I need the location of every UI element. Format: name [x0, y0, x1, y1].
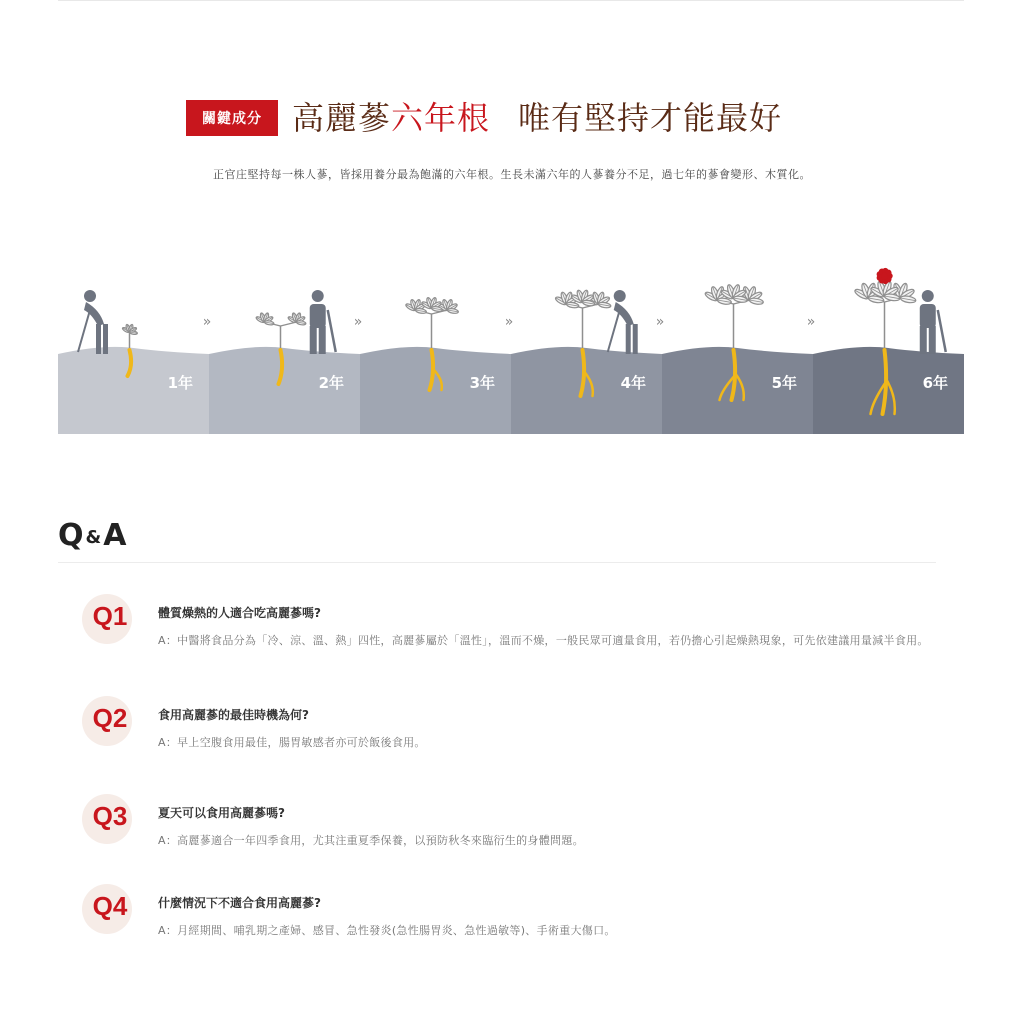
stage-panel — [58, 354, 210, 434]
growth-stage — [511, 289, 663, 434]
year-label: 4年 — [620, 374, 646, 392]
question-text: 什麼情況下不適合食用高麗蔘? — [158, 896, 321, 910]
answer-text: A：早上空腹食用最佳，腸胃敏感者亦可於飯後食用。 — [158, 736, 426, 749]
growth-stage — [58, 290, 210, 434]
stage-panel — [209, 354, 361, 434]
year-label: 3年 — [469, 374, 495, 392]
growth-stage — [813, 268, 964, 434]
title-highlight: 六年根 — [391, 99, 491, 137]
year-label: 1年 — [167, 374, 193, 392]
answer-text: A：月經期間、哺乳期之產婦、感冒、急性發炎(急性腸胃炎、急性過敏等)、手術重大傷口。 — [158, 924, 616, 937]
qa-title: Q &A — [58, 518, 127, 553]
year-label: 6年 — [922, 374, 948, 392]
next-arrow-icon: » — [655, 314, 665, 330]
next-arrow-icon: » — [806, 314, 816, 330]
stage-panel — [360, 354, 512, 434]
stage-panel — [813, 354, 964, 434]
growth-illustration — [58, 230, 964, 440]
year-label: 2年 — [318, 374, 344, 392]
stage-panel — [662, 354, 814, 434]
year-label: 5年 — [771, 374, 797, 392]
question-text: 體質燥熱的人適合吃高麗蔘嗎? — [158, 606, 321, 620]
next-arrow-icon: » — [504, 314, 514, 330]
growth-timeline — [58, 230, 964, 440]
growth-stage — [209, 290, 361, 434]
page-title — [292, 96, 782, 140]
growth-stage — [662, 284, 814, 434]
section-heading — [0, 96, 1024, 140]
answer-text: A：中醫將食品分為「冷、涼、溫、熱」四性，高麗蔘屬於「溫性」，溫而不燥，一般民眾可適量食用，若仍擔心引起燥熱現象，可先依建議用量減半食用。 — [158, 634, 929, 647]
key-ingredient-badge: 關鍵成分 — [186, 100, 278, 136]
top-divider — [58, 0, 964, 1]
question-badge: Q4 — [78, 884, 136, 934]
question-text: 食用高麗蔘的最佳時機為何? — [158, 708, 309, 722]
next-arrow-icon: » — [202, 314, 212, 330]
growth-stage — [360, 297, 512, 434]
stage-panel — [511, 354, 663, 434]
question-badge: Q1 — [78, 594, 136, 644]
intro-text: 正官庄堅持每一株人蔘，皆採用養分最為飽滿的六年根。生長未滿六年的人蔘養分不足，過七年的蔘會變形、木質化。 — [213, 168, 811, 181]
question-badge: Q3 — [78, 794, 136, 844]
answer-text: A：高麗蔘適合一年四季食用，尤其注重夏季保養，以預防秋冬來臨衍生的身體問題。 — [158, 834, 584, 847]
question-text: 夏天可以食用高麗蔘嗎? — [158, 806, 285, 820]
title-tagline: 唯有堅持才能最好 — [518, 99, 783, 137]
title-main: 高麗蔘 — [292, 99, 392, 137]
next-arrow-icon: » — [353, 314, 363, 330]
qa-divider — [58, 562, 936, 563]
question-badge: Q2 — [78, 696, 136, 746]
